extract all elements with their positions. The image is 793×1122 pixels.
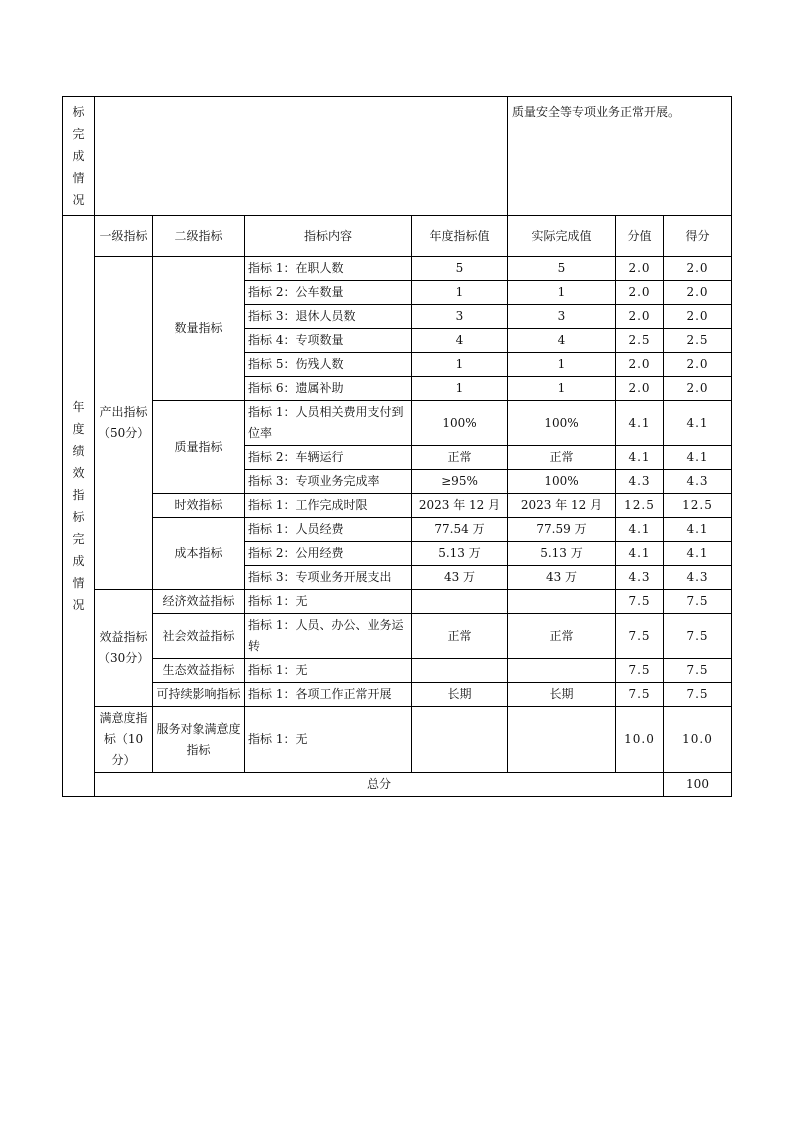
row-value: 12.5: [616, 494, 664, 518]
row-score: 12.5: [664, 494, 732, 518]
row-value: 7.5: [616, 683, 664, 707]
row-value: 4.1: [616, 542, 664, 566]
level2-sustainable: 可持续影响指标: [153, 683, 245, 707]
row-score: 2.0: [664, 305, 732, 329]
table-row: [63, 659, 732, 683]
top-section-text-cell: [508, 97, 732, 216]
row-score: 4.1: [664, 542, 732, 566]
row-content: 指标 1：人员、办公、业务运转: [245, 614, 412, 659]
top-section-blank-cell: [95, 97, 508, 216]
row-content: 指标 6：遗属补助: [245, 377, 412, 401]
level2-timeliness: 时效指标: [153, 494, 245, 518]
row-target: [412, 707, 508, 773]
header-actual: 实际完成值: [508, 216, 616, 257]
row-actual: 3: [508, 305, 616, 329]
level2-service: 服务对象满意度指标: [153, 707, 245, 773]
table-row: [63, 614, 732, 659]
row-actual: 43 万: [508, 566, 616, 590]
row-score: 4.3: [664, 566, 732, 590]
table-row: [63, 707, 732, 773]
top-section-text: 质量安全等专项业务正常开展。: [512, 105, 681, 119]
section-label-cell: [63, 216, 95, 797]
row-value: 10.0: [616, 707, 664, 773]
row-value: 4.3: [616, 470, 664, 494]
row-score: 7.5: [664, 659, 732, 683]
total-row: [63, 773, 732, 797]
row-value: 2.0: [616, 305, 664, 329]
row-target: [412, 659, 508, 683]
level1-benefit: 效益指标（30分）: [95, 590, 153, 707]
row-content: 指标 1：无: [245, 659, 412, 683]
header-score: 得分: [664, 216, 732, 257]
row-target: 长期: [412, 683, 508, 707]
row-score: 7.5: [664, 683, 732, 707]
header-content: 指标内容: [245, 216, 412, 257]
row-actual: 1: [508, 377, 616, 401]
table-row: [63, 401, 732, 446]
row-content: 指标 1：各项工作正常开展: [245, 683, 412, 707]
row-value: 2.0: [616, 377, 664, 401]
row-actual: 正常: [508, 446, 616, 470]
row-content: 指标 2：公车数量: [245, 281, 412, 305]
row-target: 2023 年 12 月: [412, 494, 508, 518]
row-score: 2.0: [664, 377, 732, 401]
row-target: 5.13 万: [412, 542, 508, 566]
table-row: [63, 683, 732, 707]
row-target: [412, 590, 508, 614]
row-content: 指标 3：退休人员数: [245, 305, 412, 329]
level1-satisfaction: 满意度指标（10分）: [95, 707, 153, 773]
row-actual: 5.13 万: [508, 542, 616, 566]
row-content: 指标 2：公用经费: [245, 542, 412, 566]
row-target: ≥95%: [412, 470, 508, 494]
row-score: 2.0: [664, 281, 732, 305]
level2-social: 社会效益指标: [153, 614, 245, 659]
section-label: 年度绩效指标完成情况: [72, 400, 85, 612]
row-target: 4: [412, 329, 508, 353]
row-actual: 2023 年 12 月: [508, 494, 616, 518]
header-row: [63, 216, 732, 257]
row-content: 指标 2：车辆运行: [245, 446, 412, 470]
row-target: 正常: [412, 446, 508, 470]
level1-output: 产出指标（50分）: [95, 257, 153, 590]
row-actual: 77.59 万: [508, 518, 616, 542]
row-score: 7.5: [664, 614, 732, 659]
row-content: 指标 1：工作完成时限: [245, 494, 412, 518]
row-score: 10.0: [664, 707, 732, 773]
row-target: 77.54 万: [412, 518, 508, 542]
level2-cost: 成本指标: [153, 518, 245, 590]
row-score: 4.1: [664, 518, 732, 542]
table-row: [63, 590, 732, 614]
header-score-value: 分值: [616, 216, 664, 257]
row-value: 2.0: [616, 281, 664, 305]
row-content: 指标 3：专项业务完成率: [245, 470, 412, 494]
performance-table: [62, 96, 732, 797]
level2-ecological: 生态效益指标: [153, 659, 245, 683]
header-level2: 二级指标: [153, 216, 245, 257]
row-value: 4.1: [616, 446, 664, 470]
row-content: 指标 1：无: [245, 590, 412, 614]
total-value: 100: [664, 773, 732, 797]
row-target: 1: [412, 281, 508, 305]
total-label: 总分: [95, 773, 664, 797]
level2-economic: 经济效益指标: [153, 590, 245, 614]
row-value: 2.5: [616, 329, 664, 353]
row-content: 指标 1：无: [245, 707, 412, 773]
row-actual: [508, 707, 616, 773]
row-score: 2.0: [664, 257, 732, 281]
row-value: 2.0: [616, 257, 664, 281]
row-value: 7.5: [616, 659, 664, 683]
row-score: 4.1: [664, 401, 732, 446]
row-target: 100%: [412, 401, 508, 446]
table-row: [63, 257, 732, 281]
row-content: 指标 3：专项业务开展支出: [245, 566, 412, 590]
header-target: 年度指标值: [412, 216, 508, 257]
table-row: [63, 494, 732, 518]
row-content: 指标 1：人员经费: [245, 518, 412, 542]
row-value: 4.1: [616, 401, 664, 446]
row-actual: [508, 590, 616, 614]
row-value: 7.5: [616, 590, 664, 614]
row-target: 43 万: [412, 566, 508, 590]
row-score: 4.3: [664, 470, 732, 494]
row-score: 4.1: [664, 446, 732, 470]
row-score: 2.5: [664, 329, 732, 353]
level2-quality: 质量指标: [153, 401, 245, 494]
row-actual: [508, 659, 616, 683]
row-actual: 100%: [508, 401, 616, 446]
row-score: 2.0: [664, 353, 732, 377]
row-actual: 正常: [508, 614, 616, 659]
row-content: 指标 4：专项数量: [245, 329, 412, 353]
row-actual: 5: [508, 257, 616, 281]
header-level1: 一级指标: [95, 216, 153, 257]
row-value: 7.5: [616, 614, 664, 659]
row-actual: 4: [508, 329, 616, 353]
row-content: 指标 5：伤残人数: [245, 353, 412, 377]
row-content: 指标 1：在职人数: [245, 257, 412, 281]
row-value: 4.1: [616, 518, 664, 542]
row-actual: 100%: [508, 470, 616, 494]
row-value: 2.0: [616, 353, 664, 377]
row-target: 正常: [412, 614, 508, 659]
row-score: 7.5: [664, 590, 732, 614]
row-value: 4.3: [616, 566, 664, 590]
row-actual: 1: [508, 281, 616, 305]
top-section-row: [63, 97, 732, 216]
top-section-label-cell: [63, 97, 95, 216]
row-actual: 1: [508, 353, 616, 377]
row-target: 5: [412, 257, 508, 281]
row-target: 1: [412, 377, 508, 401]
row-actual: 长期: [508, 683, 616, 707]
level2-quantity: 数量指标: [153, 257, 245, 401]
row-target: 1: [412, 353, 508, 377]
top-section-label: 标完成情况: [72, 105, 85, 207]
row-content: 指标 1：人员相关费用支付到位率: [245, 401, 412, 446]
table-row: [63, 518, 732, 542]
row-target: 3: [412, 305, 508, 329]
